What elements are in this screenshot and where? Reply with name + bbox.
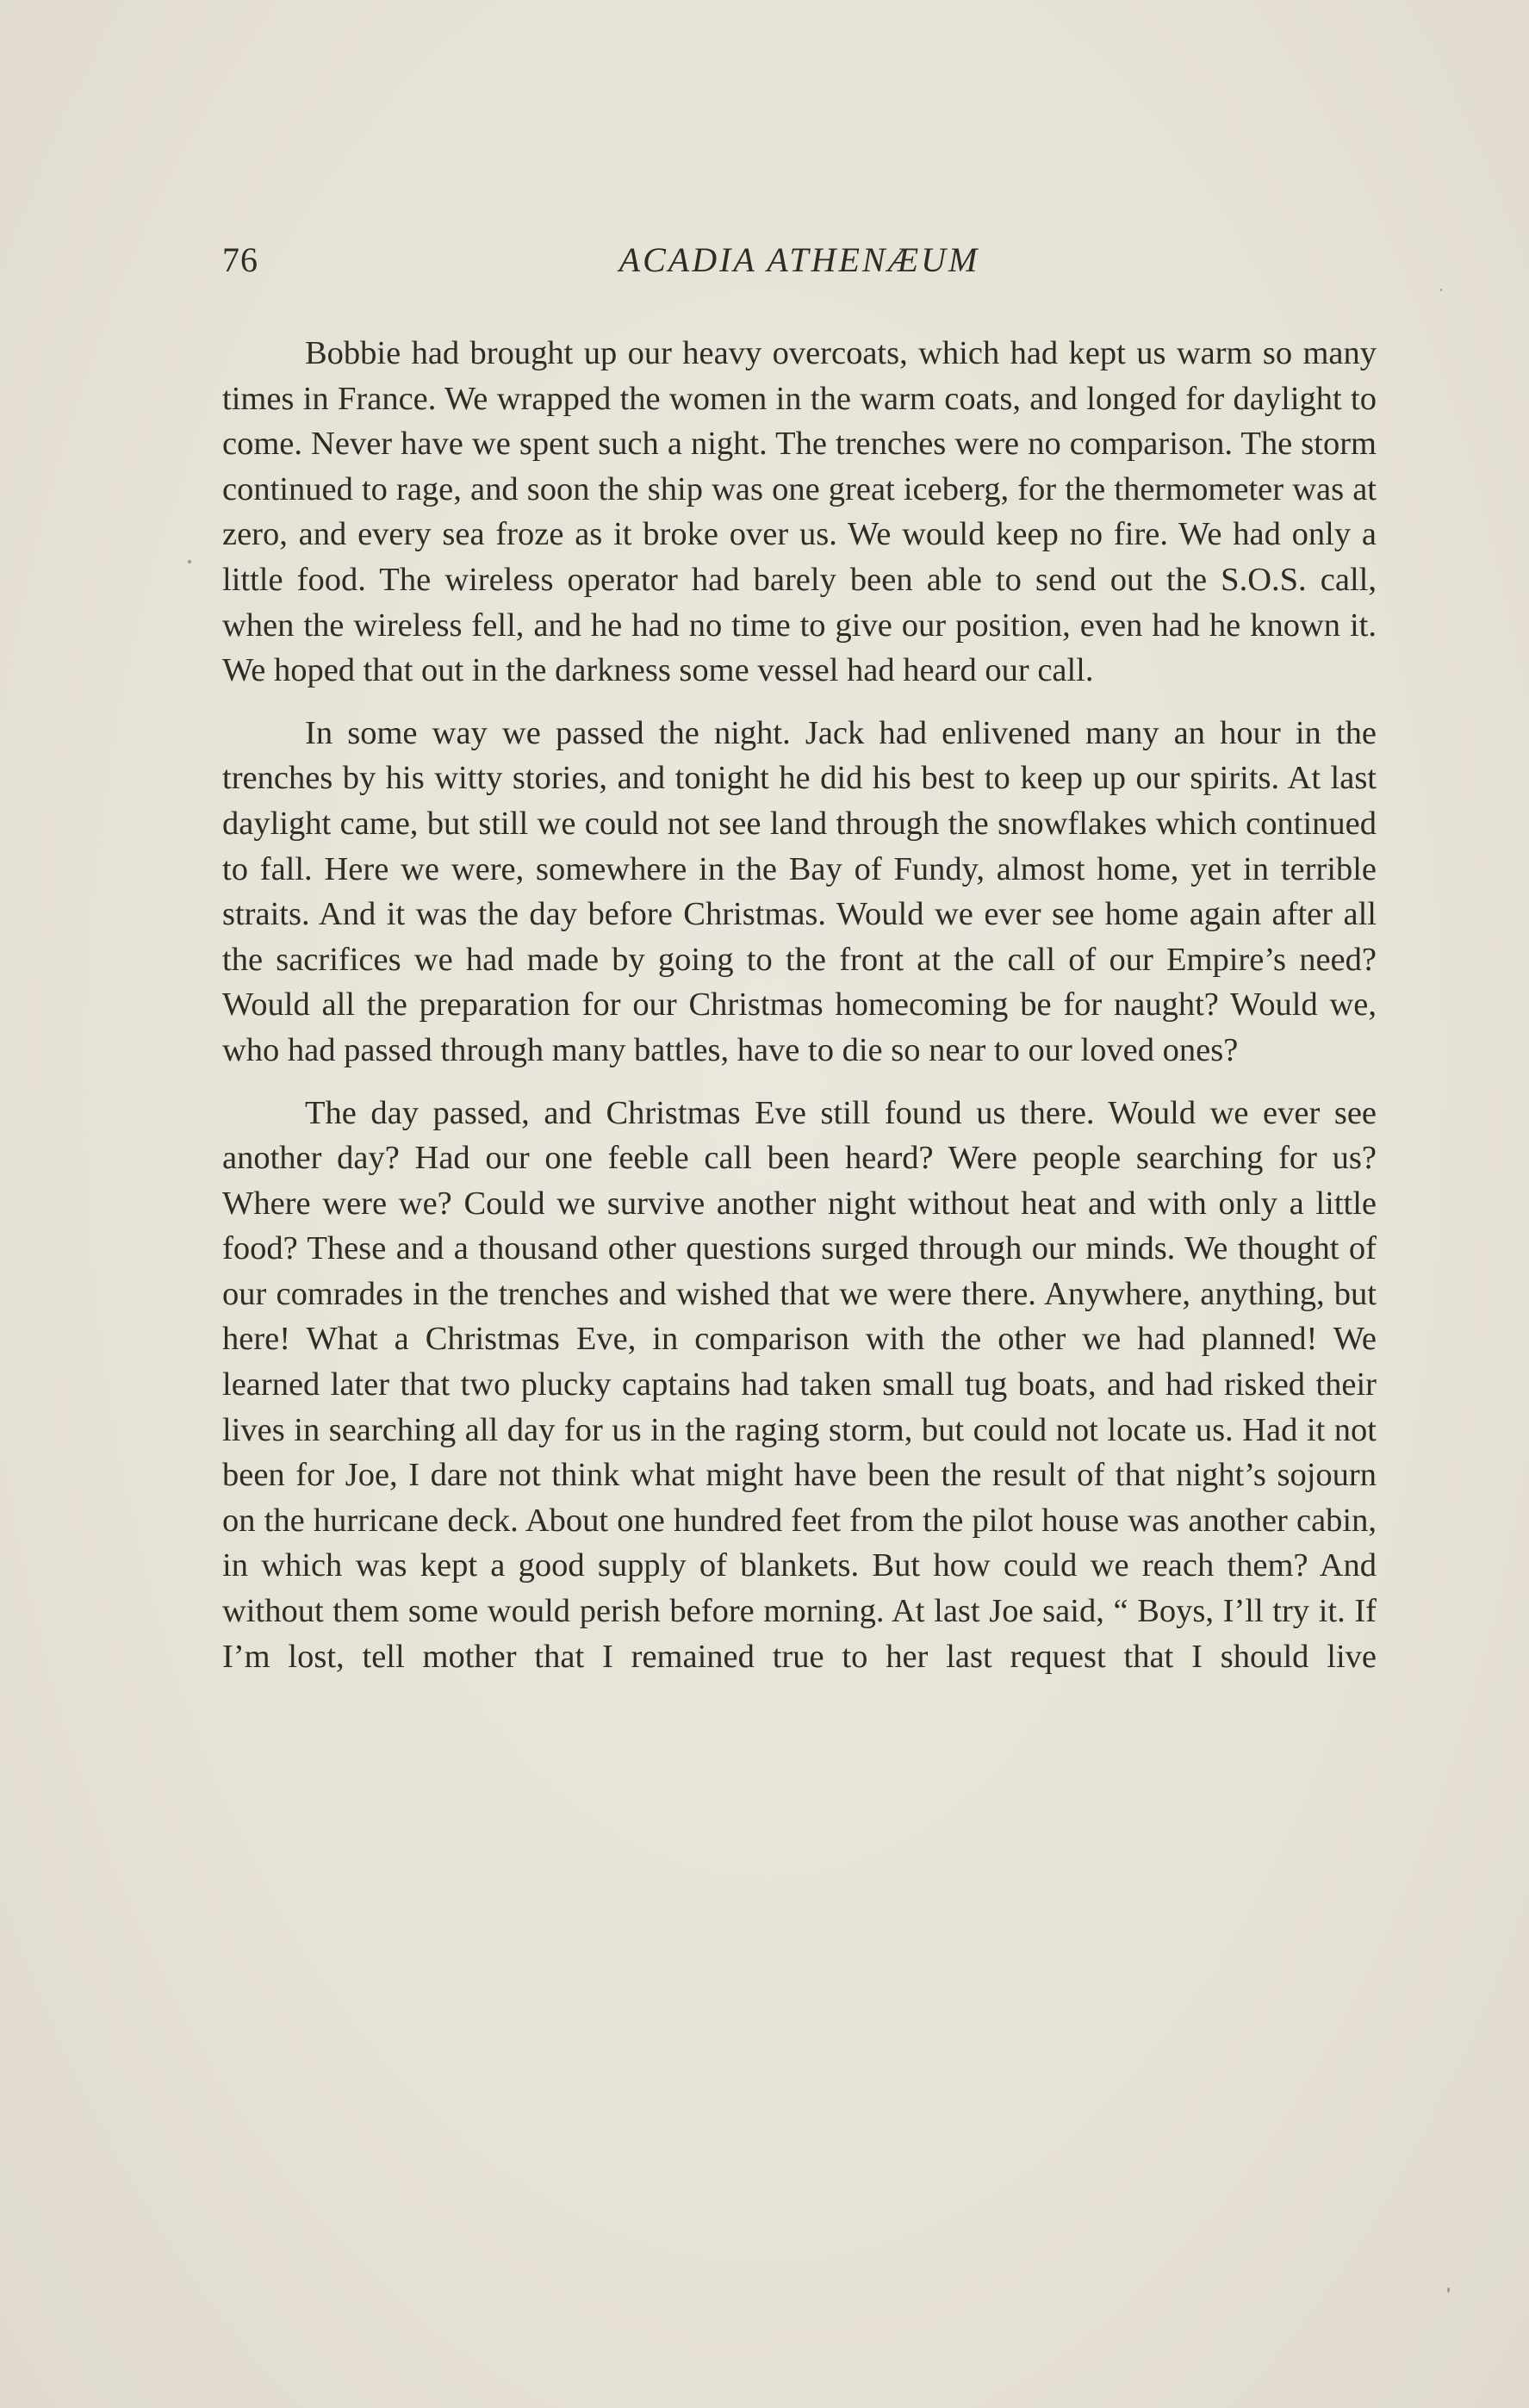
page-number: 76	[222, 240, 258, 279]
paper-speck	[1447, 2287, 1450, 2293]
paragraph-3: The day passed, and Christmas Eve still found us there. Would we ever see another day? Had our one feeble call been heard? Were people searching for us? Where were we? Could we survive another night without heat and with only a little food? These and a thousand other questions surged through our minds. We thought of our comrades in the trenches and wished that we were there. Anywhere, anything, but here! What a Christmas Eve, in comparison with the other we had planned! We learned later that two plucky captains had taken small tug boats, and had risked their lives in searching all day for us in the raging storm, but could not locate us. Had it not been for Joe, I dare not think what might have been the result of that night’s sojourn on the hurricane deck. About one hundred feet from the pilot house was another cabin, in which was kept a good supply of blankets. But how could we reach them? And without them some would perish before morning. At last Joe said, “ Boys, I’ll try it. If I’m lost, tell mother that I remained true to her last request that I should live	[222, 1094, 1377, 1675]
running-title: ACADIA ATHENÆUM	[618, 240, 980, 279]
paragraph-2: In some way we passed the night. Jack had enlivened many an hour in the trenches by his witty stories, and tonight he did his best to keep up our spirits. At last daylight came, but still we could not see land through the snowflakes which continued to fall. Here we were, somewhere in the Bay of Fundy, almost home, yet in terrible straits. And it was the day before Christmas. Would we ever see home again after all the sacrifices we had made by going to the front at the call of our Empire’s need? Would all the preparation for our Christmas homecoming be for naught? Would we, who had passed through many battles, have to die so near to our loved ones?	[222, 714, 1377, 1068]
paper-speck	[188, 560, 191, 563]
page-header	[222, 240, 1377, 291]
article-body	[222, 331, 1377, 1679]
paragraph-1: Bobbie had brought up our heavy overcoats, which had kept us warm so many times in France. We wrapped the women in the warm coats, and longed for daylight to come. Never have we spent such a night. The trenches were no comparison. The storm continued to rage, and soon the ship was one great iceberg, for the thermometer was at zero, and every sea froze as it broke over us. We would keep no fire. We had only a little food. The wireless operator had barely been able to send out the S.O.S. call, when the wireless fell, and he had no time to give our position, even had he known it. We hoped that out in the darkness some vessel had heard our call.	[222, 335, 1377, 689]
paper-speck	[1440, 289, 1442, 291]
